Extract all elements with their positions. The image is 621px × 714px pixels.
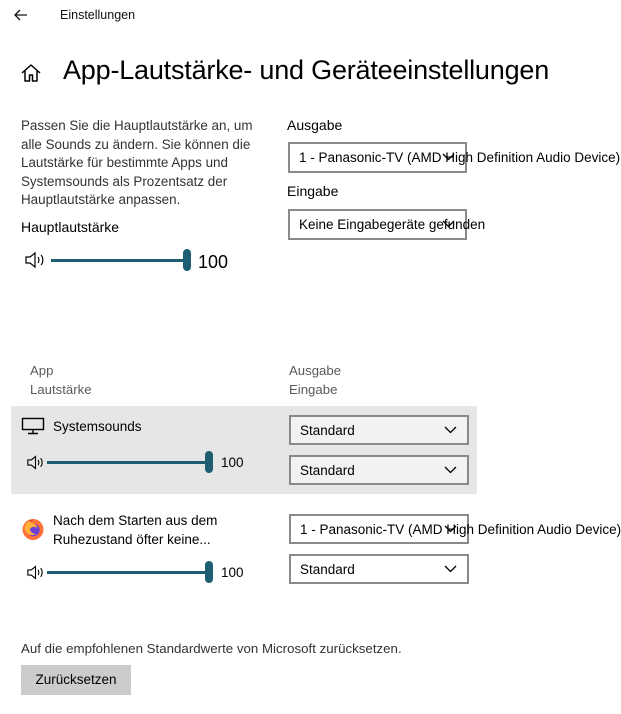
column-header-input: Eingabe: [289, 382, 338, 397]
speaker-icon: [26, 454, 45, 471]
monitor-icon: [21, 417, 45, 435]
output-label: Ausgabe: [287, 117, 343, 133]
master-volume-thumb[interactable]: [183, 249, 191, 271]
app-volume-slider[interactable]: [47, 461, 211, 464]
app-output-value: 1 - Panasonic-TV (AMD High Definition Audio Device): [300, 522, 621, 537]
app-output-dropdown[interactable]: [289, 514, 621, 544]
reset-description: Auf die empfohlenen Standardwerte von Microsoft zurücksetzen.: [21, 641, 402, 656]
chevron-down-icon: [444, 565, 457, 573]
master-input-value: Keine Eingabegeräte gefunden: [299, 217, 486, 232]
master-output-value: 1 - Panasonic-TV (AMD High Definition Audio Device): [299, 150, 621, 165]
column-header-output: Ausgabe: [289, 363, 342, 378]
app-name: Systemsounds: [53, 419, 142, 434]
chevron-down-icon: [442, 153, 455, 161]
app-input-value: Standard: [300, 562, 355, 577]
master-volume-value: 100: [198, 252, 229, 272]
app-input-dropdown[interactable]: [289, 455, 469, 485]
master-volume-description: Passen Sie die Hauptlautstärke an, um alle Sounds zu ändern. Sie können die Lautstärke für bestimmte Apps und Systemsounds als Prozentsatz der Hauptlautstärke anpassen.: [21, 118, 253, 208]
reset-button[interactable]: Zurücksetzen: [21, 665, 131, 695]
app-volume-slider[interactable]: [47, 571, 211, 574]
master-output-dropdown[interactable]: [288, 142, 621, 173]
arrow-left-icon: [12, 6, 30, 24]
app-input-value: Standard: [300, 463, 355, 478]
firefox-icon: [21, 517, 45, 541]
column-header-volume: Lautstärke: [30, 382, 92, 397]
back-button[interactable]: [12, 6, 30, 24]
chevron-down-icon: [444, 466, 457, 474]
app-volume-value: 100: [221, 565, 244, 580]
master-input-dropdown[interactable]: [288, 209, 486, 240]
app-input-dropdown[interactable]: [289, 554, 469, 584]
window-title: Einstellungen: [60, 8, 136, 22]
column-header-app: App: [30, 363, 54, 378]
page-title: App-Lautstärke- und Geräteeinstellungen: [63, 55, 550, 85]
master-volume-label: Hauptlautstärke: [21, 219, 120, 235]
speaker-icon: [24, 250, 46, 270]
app-volume-thumb[interactable]: [205, 561, 213, 583]
app-volume-value: 100: [221, 455, 244, 470]
chevron-down-icon: [444, 426, 457, 434]
chevron-down-icon: [442, 220, 455, 228]
speaker-icon: [26, 564, 45, 581]
chevron-down-icon: [444, 525, 457, 533]
app-output-value: Standard: [300, 423, 355, 438]
home-icon: [20, 62, 42, 84]
master-volume-slider[interactable]: [51, 259, 188, 262]
input-label: Eingabe: [287, 183, 339, 199]
app-volume-thumb[interactable]: [205, 451, 213, 473]
app-output-dropdown[interactable]: [289, 415, 469, 445]
app-name: Nach dem Starten aus dem Ruhezustand öfter keine...: [53, 513, 218, 547]
